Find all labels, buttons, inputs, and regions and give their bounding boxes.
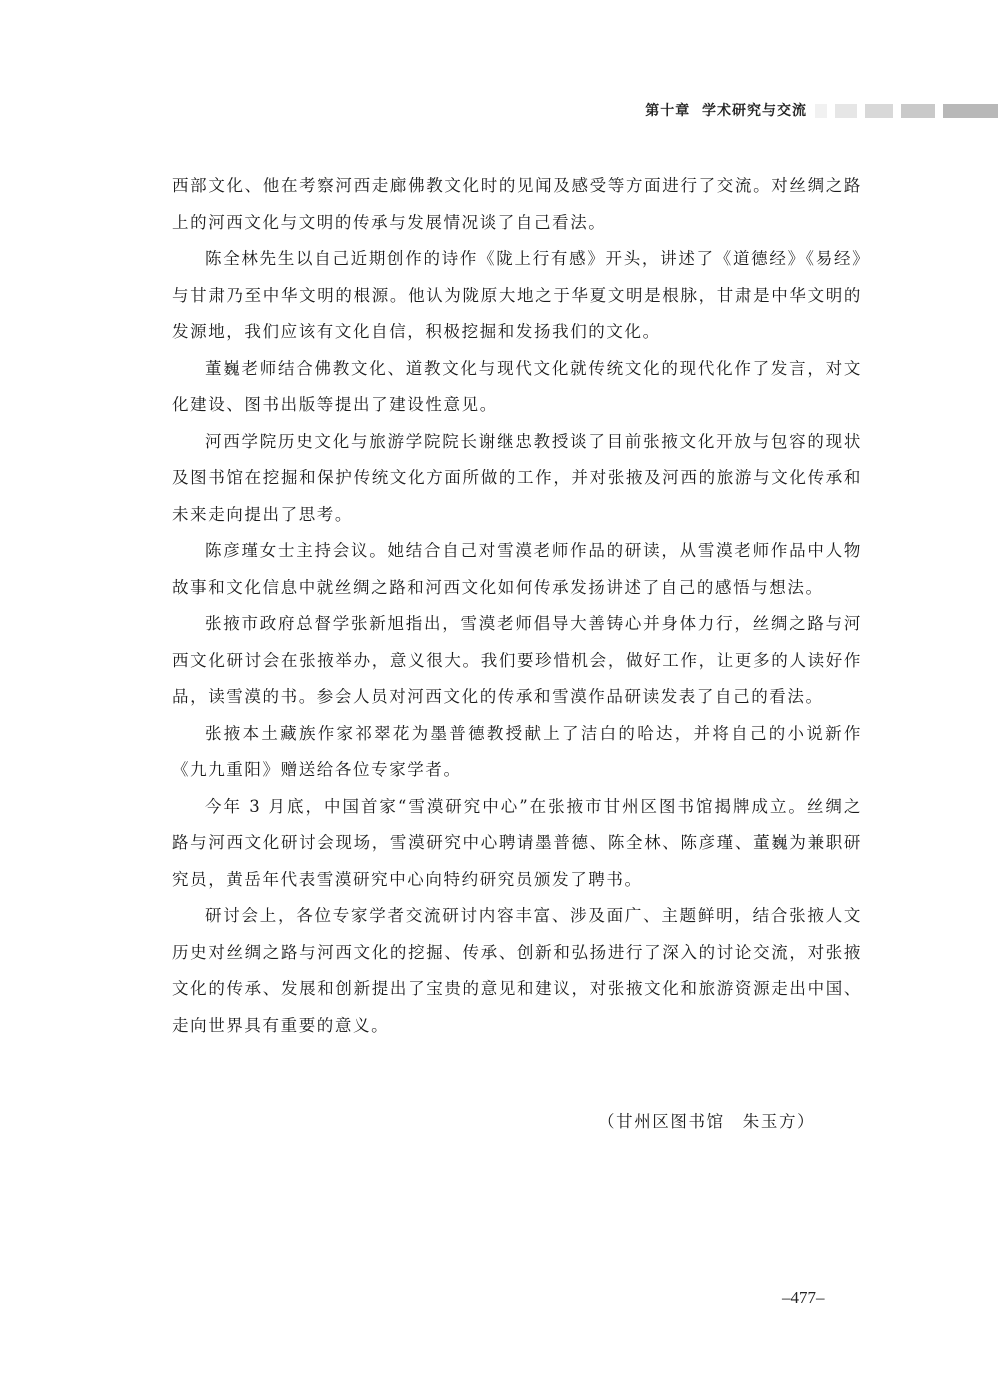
paragraph: 今年 3 月底，中国首家“雪漠研究中心”在张掖市甘州区图书馆揭牌成立。丝绸之路与河西文化研讨会现场，雪漠研究中心聘请墨普德、陈全林、陈彦瑾、董巍为兼职研究员，黄岳年代表雪漠研究中心向特约研究员颁发了聘书。 (172, 796, 862, 889)
running-header (0, 98, 1000, 128)
header-bar (835, 104, 857, 118)
paragraph: 研讨会上，各位专家学者交流研讨内容丰富、涉及面广、主题鲜明，结合张掖人文历史对丝绸之路与河西文化的挖掘、传承、创新和弘扬进行了深入的讨论交流，对张掖文化的传承、发展和创新提出了宝贵的意见和建议，对张掖文化和旅游资源走出中国、走向世界具有重要的意义。 (172, 906, 862, 1035)
page-number: –477– (782, 1288, 825, 1307)
article-body (172, 168, 862, 1044)
paragraph: 张掖市政府总督学张新旭指出，雪漠老师倡导大善铸心并身体力行，丝绸之路与河西文化研讨会在张掖举办，意义很大。我们要珍惜机会，做好工作，让更多的人读好作品，读雪漠的书。参会人员对河西文化的传承和雪漠作品研读发表了自己的看法。 (172, 614, 862, 706)
paragraph: 西部文化、他在考察河西走廊佛教文化时的见闻及感受等方面进行了交流。对丝绸之路上的河西文化与文明的传承与发展情况谈了自己看法。 (172, 176, 862, 232)
header-bar (901, 104, 935, 118)
paragraph: 河西学院历史文化与旅游学院院长谢继忠教授谈了目前张掖文化开放与包容的现状及图书馆在挖掘和保护传统文化方面所做的工作，并对张掖及河西的旅游与文化传承和未来走向提出了思考。 (172, 431, 862, 524)
paragraph: 陈彦瑾女士主持会议。她结合自己对雪漠老师作品的研读，从雪漠老师作品中人物故事和文化信息中就丝绸之路和河西文化如何传承发扬讲述了自己的感悟与想法。 (172, 541, 862, 597)
chapter-heading (645, 100, 807, 120)
header-bar (943, 104, 998, 118)
chapter-number: 第十章 (645, 103, 691, 119)
paragraph: 陈全林先生以自己近期创作的诗作《陇上行有感》开头，讲述了《道德经》《易经》与甘肃乃至中华文明的根源。他认为陇原大地之于华夏文明是根脉，甘肃是中华文明的发源地，我们应该有文化自信，积极挖掘和发扬我们的文化。 (172, 249, 862, 341)
header-bar (865, 104, 893, 118)
paragraph: 张掖本土藏族作家祁翠花为墨普德教授献上了洁白的哈达，并将自己的小说新作《九九重阳》赠送给各位专家学者。 (172, 723, 862, 779)
paragraph: 董巍老师结合佛教文化、道教文化与现代文化就传统文化的现代化作了发言，对文化建设、图书出版等提出了建设性意见。 (172, 358, 862, 414)
header-bar (815, 104, 827, 118)
author-signature: （甘州区图书馆 朱玉方） (598, 1112, 816, 1131)
chapter-title: 学术研究与交流 (702, 103, 807, 119)
